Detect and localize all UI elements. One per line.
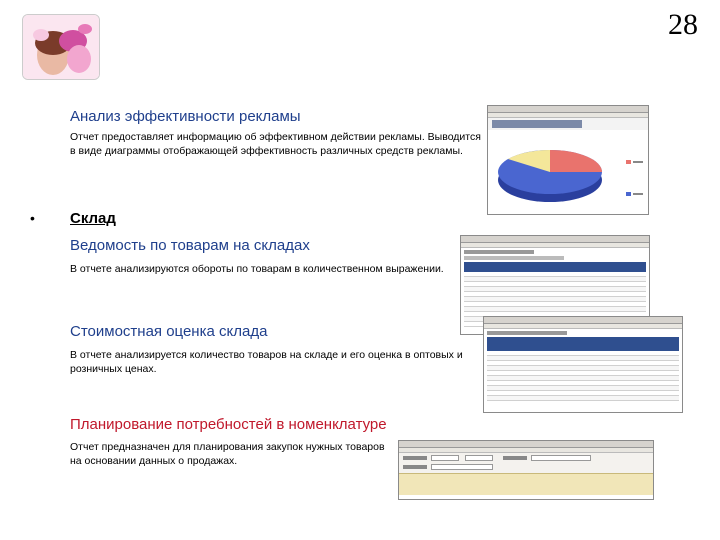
logo-image (22, 14, 100, 80)
stock-valuation-screenshot (483, 316, 683, 413)
ads-report-screenshot (487, 105, 649, 215)
stock-statement-title: Ведомость по товарам на складах (70, 237, 310, 254)
stock-valuation-title: Стоимостная оценка склада (70, 323, 268, 340)
page-number: 28 (668, 8, 698, 41)
planning-screenshot (398, 440, 654, 500)
stock-statement-description: В отчете анализируются обороты по товарам в количественном выражении. (70, 263, 444, 275)
stock-valuation-description: В отчете анализируется количество товаров на складе и его оценка в оптовых и розничных ценах. (70, 349, 463, 375)
ads-analysis-description: Отчет предоставляет информацию об эффективном действии рекламы. Выводится в виде диаграммы отображающей эффективность различных средств рекламы. (70, 131, 481, 157)
ads-analysis-title: Анализ эффективности рекламы (70, 108, 301, 125)
warehouse-heading: Склад (70, 210, 116, 227)
bullet: • (30, 210, 35, 226)
planning-title: Планирование потребностей в номенклатуре (70, 416, 387, 433)
planning-description: Отчет предназначен для планирования закупок нужных товаров на основании данных о продажах. (70, 441, 385, 467)
